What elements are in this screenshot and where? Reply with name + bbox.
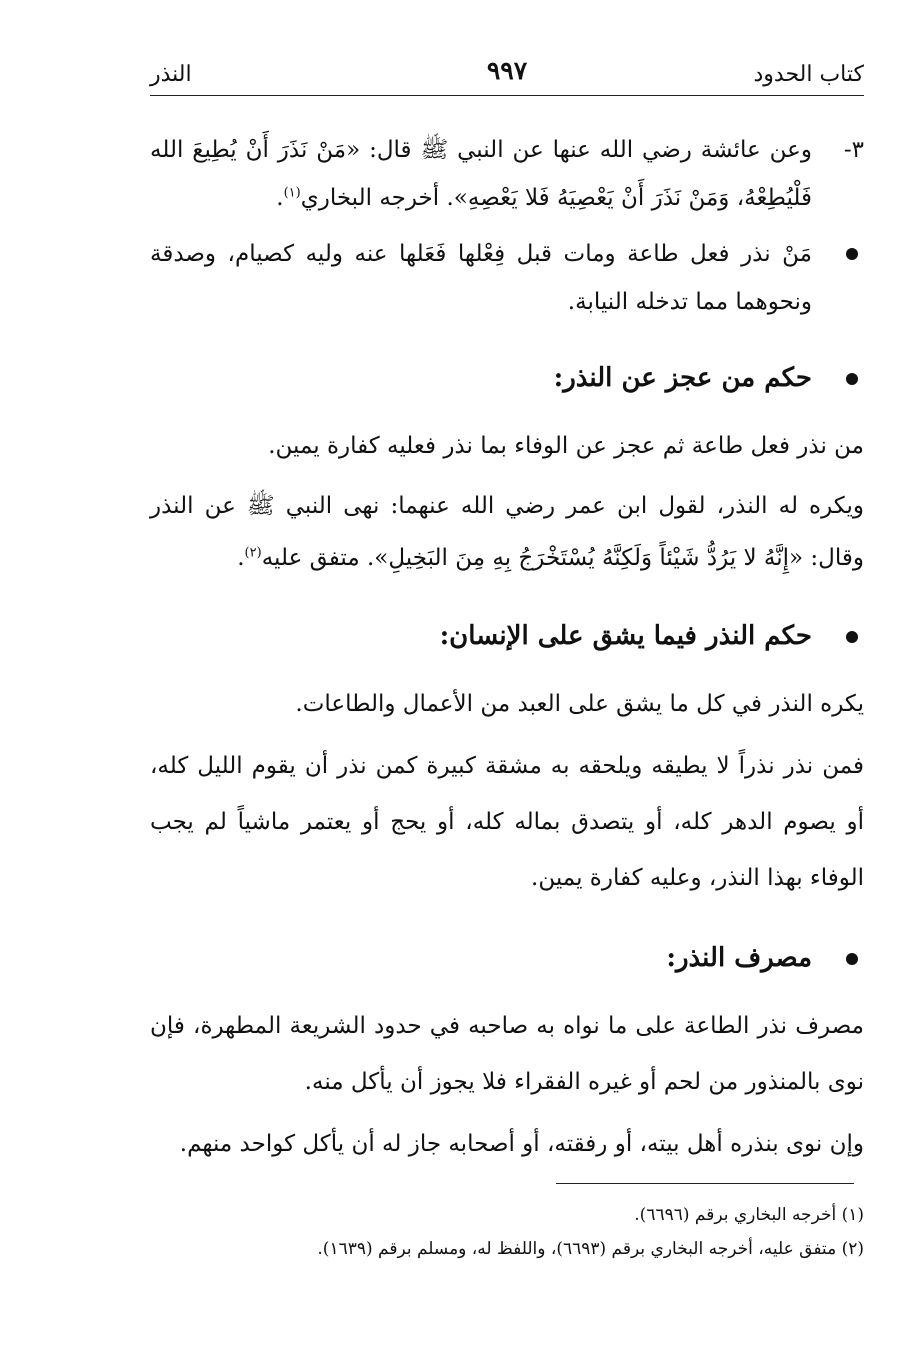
page-number: ٩٩٧ [486,56,528,85]
section-heading-hardship [150,612,864,660]
paragraph-text: مصرف نذر الطاعة على ما نواه به صاحبه في حدود الشريعة المطهرة، فإن نوى بالمنذور من لحم أو غيره الفقراء فلا يجوز أن يأكل منه. [150,1013,864,1095]
paragraph-tail: . [237,545,245,571]
section-heading-text: مصرف النذر: [666,943,812,973]
paragraph [150,1116,864,1172]
hadith-tail: . [276,185,284,211]
paragraph-text: يكره النذر في كل ما يشق على العبد من الأعمال والطاعات. [295,691,864,717]
paragraph [150,998,864,1110]
section-heading-text: حكم من عجز عن النذر: [553,363,812,393]
paragraph-text: من نذر فعل طاعة ثم عجز عن الوفاء بما نذر فعليه كفارة يمين. [268,433,864,459]
footnotes [150,1198,864,1266]
paragraph [150,676,864,732]
book-title: كتاب الحدود [753,62,864,87]
bullet-dot-icon [846,953,858,965]
footnote-divider [556,1183,854,1184]
hadith-text: وعن عائشة رضي الله عنها عن النبي ﷺ قال: «مَنْ نَذَرَ أَنْ يُطِيعَ الله فَلْيُطِعْهُ، وَمَنْ نَذَرَ أَنْ يَعْصِيَهُ فَلا يَعْصِهِ». أخرجه البخاري [150,137,812,211]
header-divider [150,95,864,96]
page-body [150,120,864,1178]
footnote-1: (١) أخرجه البخاري برقم (٦٦٩٦). [634,1205,864,1225]
footnote-ref-1: (١) [283,185,301,201]
section-heading-disbursement [150,934,864,982]
bullet-dot-icon [846,248,858,260]
chapter-title: النذر [150,62,192,87]
bullet-text: مَنْ نذر فعل طاعة ومات قبل فِعْلها فَعَلها عنه وليه كصيام، وصدقة ونحوهما مما تدخله النيابة. [150,241,812,315]
page-header [150,56,864,96]
paragraph [150,738,864,906]
hadith-number: ٣- [843,137,864,163]
bullet-dot-icon [846,631,858,643]
paragraph [150,480,864,584]
footnote-ref-2: (٢) [244,545,262,561]
paragraph-text: فمن نذر نذراً لا يطيقه ويلحقه به مشقة كبيرة كمن نذر أن يقوم الليل كله، أو يصوم الدهر كله، أو يتصدق بماله كله، أو يحج أو يعتمر ماشياً لم يجب الوفاء بهذا النذر، وعليه كفارة يمين. [150,753,864,891]
section-heading-text: حكم النذر فيما يشق على الإنسان: [439,621,812,651]
paragraph-text: ويكره له النذر، لقول ابن عمر رضي الله عنهما: نهى النبي ﷺ عن النذر وقال: «إِنَّهُ لا يَرُدُّ شَيْئاً وَلَكِنَّهُ يُسْتَخْرَجُ بِهِ مِنَ البَخِيلِ». متفق عليه [150,493,864,571]
hadith-entry [150,126,864,222]
footnote-2: (٢) متفق عليه، أخرجه البخاري برقم (٦٦٩٣)، واللفظ له، ومسلم برقم (١٦٣٩). [317,1239,864,1259]
section-heading-inability [150,354,864,402]
paragraph-text: وإن نوى بنذره أهل بيته، أو رفقته، أو أصحابه جاز له أن يأكل كواحد منهم. [179,1131,864,1157]
bullet-dot-icon [846,373,858,385]
bullet-item [150,230,864,326]
paragraph [150,418,864,474]
